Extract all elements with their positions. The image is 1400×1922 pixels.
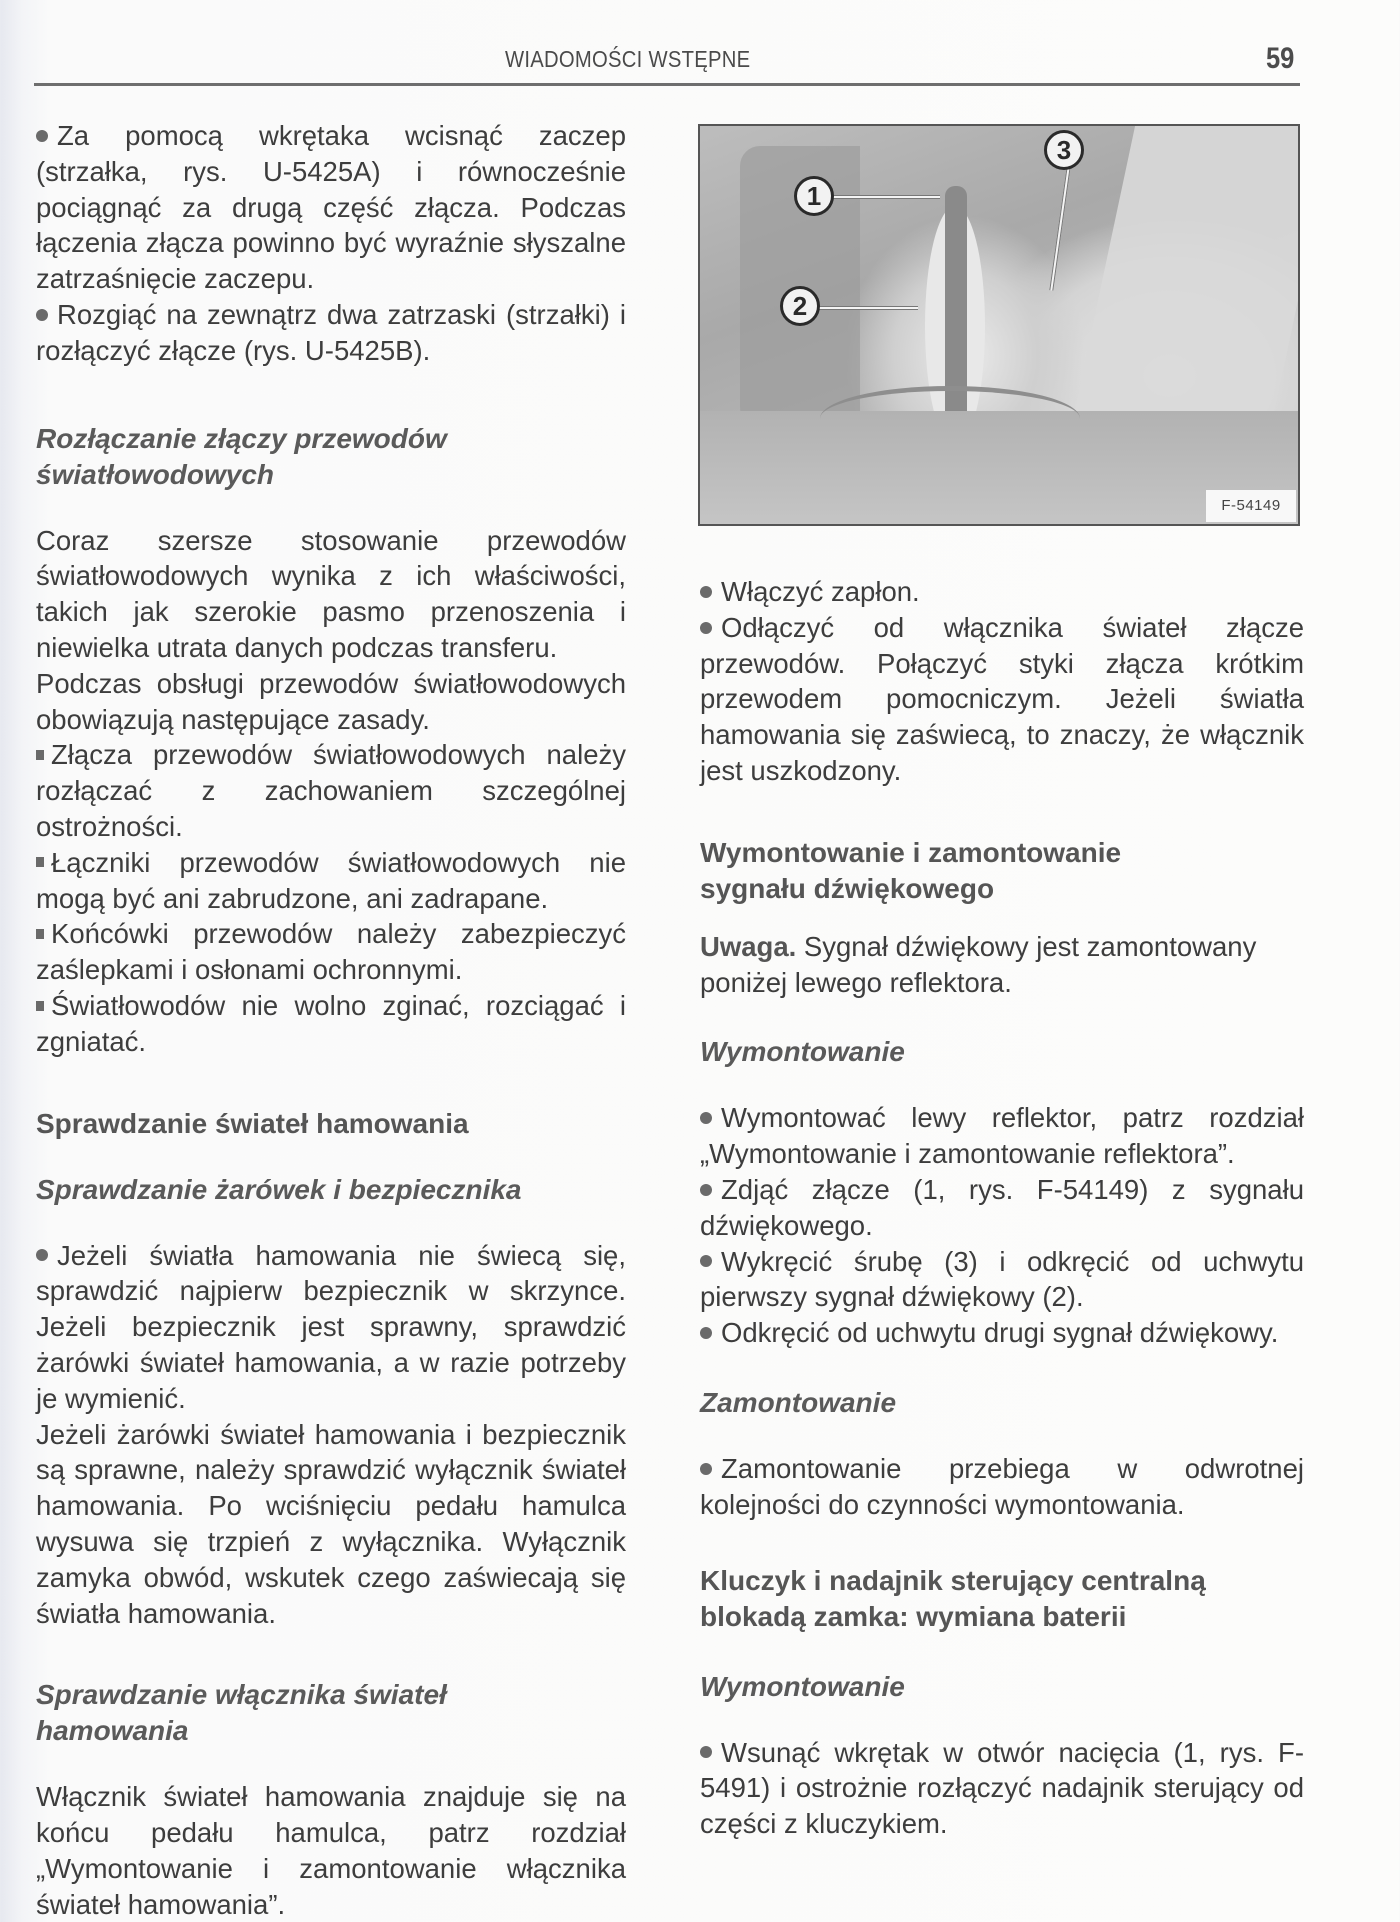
square-bullet-icon bbox=[36, 929, 44, 939]
rule-item: Końcówki przewodów należy zabezpieczyć zaślepkami i osłonami ochronnymi. bbox=[36, 918, 626, 986]
bullet-item: Włączyć zapłon. bbox=[700, 574, 1304, 610]
bullet-item: Za pomocą wkrętaka wcisnąć zaczep (strzałka, rys. U-5425A) i równocześnie pociągnąć za drugą część złącza. Podczas łączenia złącza powinno być wyraźnie słyszalne zatrzaśnięcie zaczepu. bbox=[36, 120, 626, 295]
rule-item: Światłowodów nie wolno zginać, rozciągać i zgniatać. bbox=[36, 989, 626, 1057]
bullet-item: Zdjąć złącze (1, rys. F-54149) z sygnału dźwiękowego. bbox=[700, 1173, 1304, 1241]
leader-line-2 bbox=[818, 306, 918, 310]
leader-line-3 bbox=[1049, 166, 1070, 290]
page-number: 59 bbox=[1266, 42, 1295, 75]
callout-3: 3 bbox=[1044, 130, 1084, 170]
paragraph: Podczas obsługi przewodów światłowodowych obowiązują następujące zasady. bbox=[36, 667, 626, 735]
bullet-dot-icon bbox=[700, 1184, 712, 1196]
bullet-dot-icon bbox=[700, 586, 712, 598]
square-bullet-icon bbox=[36, 857, 44, 867]
subsection-heading-installation: Zamontowanie bbox=[700, 1386, 897, 1418]
bullet-dot-icon bbox=[700, 1112, 712, 1124]
subsection-heading-bulbs-fuse: Sprawdzanie żarówek i bezpiecznika bbox=[36, 1173, 522, 1205]
photo-cable bbox=[820, 386, 1080, 451]
square-bullet-icon bbox=[36, 750, 44, 760]
figure-horn-photo bbox=[698, 124, 1300, 526]
bullet-dot-icon bbox=[700, 1327, 712, 1339]
bullet-dot-icon bbox=[36, 309, 48, 321]
bullet-dot-icon bbox=[36, 130, 48, 142]
left-column bbox=[36, 118, 626, 1922]
bullet-dot-icon bbox=[700, 1746, 712, 1758]
leader-line-1 bbox=[830, 195, 940, 199]
note-label: Uwaga. bbox=[700, 930, 797, 962]
bullet-dot-icon bbox=[700, 622, 712, 634]
bullet-item: Odkręcić od uchwytu drugi sygnał dźwiękowy. bbox=[700, 1315, 1304, 1351]
section-heading-horn: Wymontowanie i zamontowanie sygnału dźwiękowego bbox=[700, 836, 1122, 904]
paragraph: Włącznik świateł hamowania znajduje się na końcu pedału hamulca, patrz rozdział „Wymontowanie i zamontowanie włącznika świateł hamowania”. bbox=[36, 1781, 626, 1920]
bullet-item: Wsunąć wkrętak w otwór nacięcia (1, rys. F-5491) i ostrożnie rozłączyć nadajnik sterujący od części z kluczykiem. bbox=[700, 1736, 1304, 1840]
running-header-title: WIADOMOŚCI WSTĘPNE bbox=[505, 46, 751, 72]
subsection-heading-key-removal: Wymontowanie bbox=[700, 1670, 905, 1702]
callout-2: 2 bbox=[780, 286, 820, 326]
callout-1: 1 bbox=[794, 176, 834, 216]
bullet-item: Zamontowanie przebiega w odwrotnej kolejności do czynności wymontowania. bbox=[700, 1452, 1304, 1520]
rule-item: Złącza przewodów światłowodowych należy rozłączać z zachowaniem szczególnej ostrożności. bbox=[36, 739, 626, 842]
bullet-dot-icon bbox=[700, 1463, 712, 1475]
right-column bbox=[700, 574, 1304, 1842]
paragraph: Coraz szersze stosowanie przewodów światłowodowych wynika z ich właściwości, takich jak szerokie pasmo przenoszenia i niewielka utrata danych podczas transferu. bbox=[36, 524, 626, 663]
subsection-heading-switch-check: Sprawdzanie włącznika świateł hamowania bbox=[36, 1679, 447, 1747]
bullet-item: Odłączyć od włącznika świateł złącze przewodów. Połączyć styki złącza krótkim przewodem pomocniczym. Jeżeli światła hamowania się zaświecą, to znaczy, że włącznik jest uszkodzony. bbox=[700, 611, 1304, 786]
photo-bracket bbox=[1065, 126, 1300, 456]
section-heading-brake-lights: Sprawdzanie świateł hamowania bbox=[36, 1107, 469, 1139]
bullet-dot-icon bbox=[700, 1255, 712, 1267]
bullet-item: Jeżeli światła hamowania nie świecą się, sprawdzić najpierw bezpiecznik w skrzynce. Jeżeli bezpiecznik jest sprawny, sprawdzić żarówki świateł hamowania, a w razie potrzeby je wymienić. bbox=[36, 1239, 626, 1414]
paragraph: Jeżeli żarówki świateł hamowania i bezpiecznik są sprawne, należy sprawdzić wyłącznik świateł hamowania. Po wciśnięciu pedału hamulca wysuwa się trzpień z wyłącznika. Wyłącznik zamyka obwód, wskutek czego zaświecają się światła hamowania. bbox=[36, 1418, 626, 1629]
section-heading-fiber: Rozłączanie złączy przewodów światłowodowych bbox=[36, 422, 447, 490]
square-bullet-icon bbox=[36, 1001, 44, 1011]
bullet-item: Wymontować lewy reflektor, patrz rozdział „Wymontowanie i zamontowanie reflektora”. bbox=[700, 1102, 1304, 1170]
subsection-heading-removal: Wymontowanie bbox=[700, 1036, 905, 1068]
bullet-dot-icon bbox=[36, 1249, 48, 1261]
section-heading-key-battery: Kluczyk i nadajnik sterujący centralną blokadą zamka: wymiana baterii bbox=[700, 1564, 1206, 1632]
bullet-item: Wykręcić śrubę (3) i odkręcić od uchwytu pierwszy sygnał dźwiękowy (2). bbox=[700, 1245, 1304, 1313]
bullet-item: Rozgiąć na zewnątrz dwa zatrzaski (strzałki) i rozłączyć złącze (rys. U-5425B). bbox=[36, 298, 626, 366]
rule-item: Łączniki przewodów światłowodowych nie mogą być ani zabrudzone, ani zadrapane. bbox=[36, 846, 626, 914]
note-paragraph: Uwaga. Sygnał dźwiękowy jest zamontowany poniżej lewego reflektora. bbox=[700, 930, 1257, 998]
figure-id-label: F-54149 bbox=[1206, 490, 1296, 522]
header-rule bbox=[34, 83, 1300, 86]
